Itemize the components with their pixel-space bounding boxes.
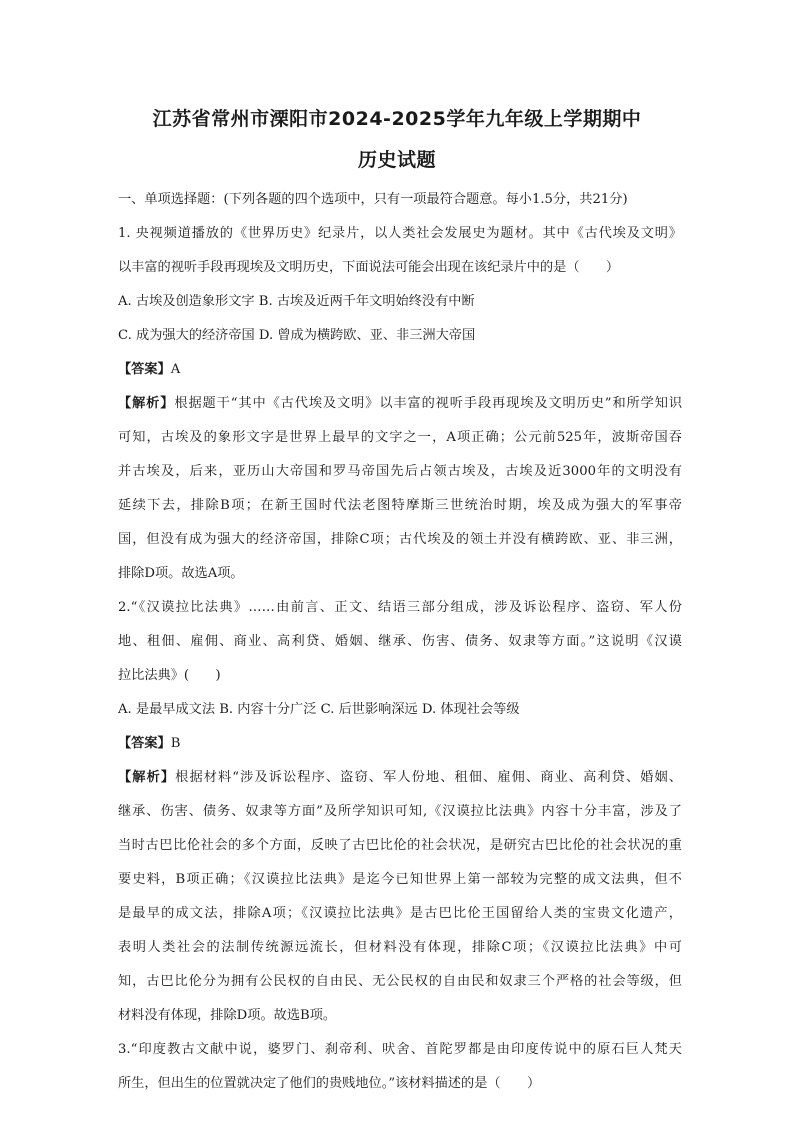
q1-analysis-line: 国，但没有成为强大的经济帝国，排除C项；古代埃及的领土并没有横跨欧、亚、非三洲， xyxy=(118,532,682,547)
section-heading: 一、单项选择题：(下列各题的四个选项中，只有一项最符合题意。每小1.5分，共21分) xyxy=(118,192,628,207)
answer-value: A xyxy=(170,362,181,377)
q2-analysis-line: 当时古巴比伦社会的多个方面，反映了古巴比伦的社会状况，是研究古巴比伦的社会状况的重 xyxy=(118,838,682,853)
q2-analysis-line: 继承、伤害、债务、奴隶等方面”及所学知识可知,《汉谟拉比法典》内容十分丰富，涉及了 xyxy=(118,804,682,819)
analysis-label: 【解析】 xyxy=(118,770,176,785)
q2-stem-line: 2.“《汉谟拉比法典》……由前言、正文、结语三部分组成，涉及诉讼程序、盗窃、军人份 xyxy=(118,600,682,615)
q2-analysis-line: 材料没有体现，排除D项。故选B项。 xyxy=(118,1008,337,1023)
analysis-text: 根据题干“其中《古代埃及文明》以丰富的视听手段再现埃及文明历史”和所学知识 xyxy=(174,396,682,411)
q3-stem-line: 3.“印度教古文献中说，婆罗门、刹帝利、吠舍、首陀罗都是由印度传说中的原石巨人梵天 xyxy=(118,1042,682,1057)
answer-label: 【答案】 xyxy=(118,362,171,377)
q2-stem-line: 拉比法典》( ) xyxy=(118,668,221,683)
answer-value: B xyxy=(170,736,181,751)
q1-options: C. 成为强大的经济帝国 D. 曾成为横跨欧、亚、非三洲大帝国 xyxy=(118,328,476,343)
q2-answer xyxy=(118,727,682,761)
q2-analysis-line xyxy=(118,761,682,795)
q2-options: A. 是最早成文法 B. 内容十分广泛 C. 后世影响深远 D. 体现社会等级 xyxy=(118,702,520,717)
analysis-text: 根据材料“涉及诉讼程序、盗窃、军人份地、租佃、雇佣、商业、高利贷、婚姻、 xyxy=(175,770,682,785)
document-title: 江苏省常州市溧阳市2024-2025学年九年级上学期期中 xyxy=(152,108,642,130)
q2-analysis-line: 是最早的成文法，排除A项；《汉谟拉比法典》是古巴比伦王国留给人类的宝贵文化遗产， xyxy=(118,906,682,921)
q1-analysis-line xyxy=(118,387,682,421)
q3-stem-line: 所生，但出生的位置就决定了他们的贵贱地位。”该材料描述的是（ ） xyxy=(118,1076,541,1091)
q2-stem-line: 地、租佃、雇佣、商业、高利贷、婚姻、继承、伤害、债务、奴隶等方面。”这说明《汉谟 xyxy=(118,634,682,649)
q2-analysis-line: 表明人类社会的法制传统源远流长，但材料没有体现，排除C项；《汉谟拉比法典》中可 xyxy=(118,940,682,955)
q1-answer xyxy=(118,353,682,387)
q1-options: A. 古埃及创造象形文字 B. 古埃及近两千年文明始终没有中断 xyxy=(118,294,475,309)
document-subtitle: 历史试题 xyxy=(357,149,436,171)
q1-stem-line: 1. 央视频道播放的《世界历史》纪录片，以人类社会发展史为题材。其中《古代埃及文明》 xyxy=(118,226,682,241)
q2-analysis-line: 要史料，B项正确；《汉谟拉比法典》是迄今已知世界上第一部较为完整的成文法典，但不 xyxy=(118,872,682,887)
q1-analysis-line: 排除D项。故选A项。 xyxy=(118,566,244,581)
q1-analysis-line: 可知，古埃及的象形文字是世界上最早的文字之一，A项正确；公元前525年，波斯帝国吞 xyxy=(118,430,682,445)
q1-stem-line: 以丰富的视听手段再现埃及文明历史，下面说法可能会出现在该纪录片中的是（ ） xyxy=(118,260,620,275)
document-body xyxy=(118,183,682,1101)
analysis-label: 【解析】 xyxy=(118,396,175,411)
q1-analysis-line: 延续下去，排除B项；在新王国时代法老图特摩斯三世统治时期，埃及成为强大的军事帝 xyxy=(118,498,682,513)
answer-label: 【答案】 xyxy=(118,736,171,751)
q2-analysis-line: 知，古巴比伦分为拥有公民权的自由民、无公民权的自由民和奴隶三个严格的社会等级，但 xyxy=(118,974,682,989)
q1-analysis-line: 并古埃及，后来，亚历山大帝国和罗马帝国先后占领古埃及，古埃及近3000年的文明没有 xyxy=(118,464,682,479)
